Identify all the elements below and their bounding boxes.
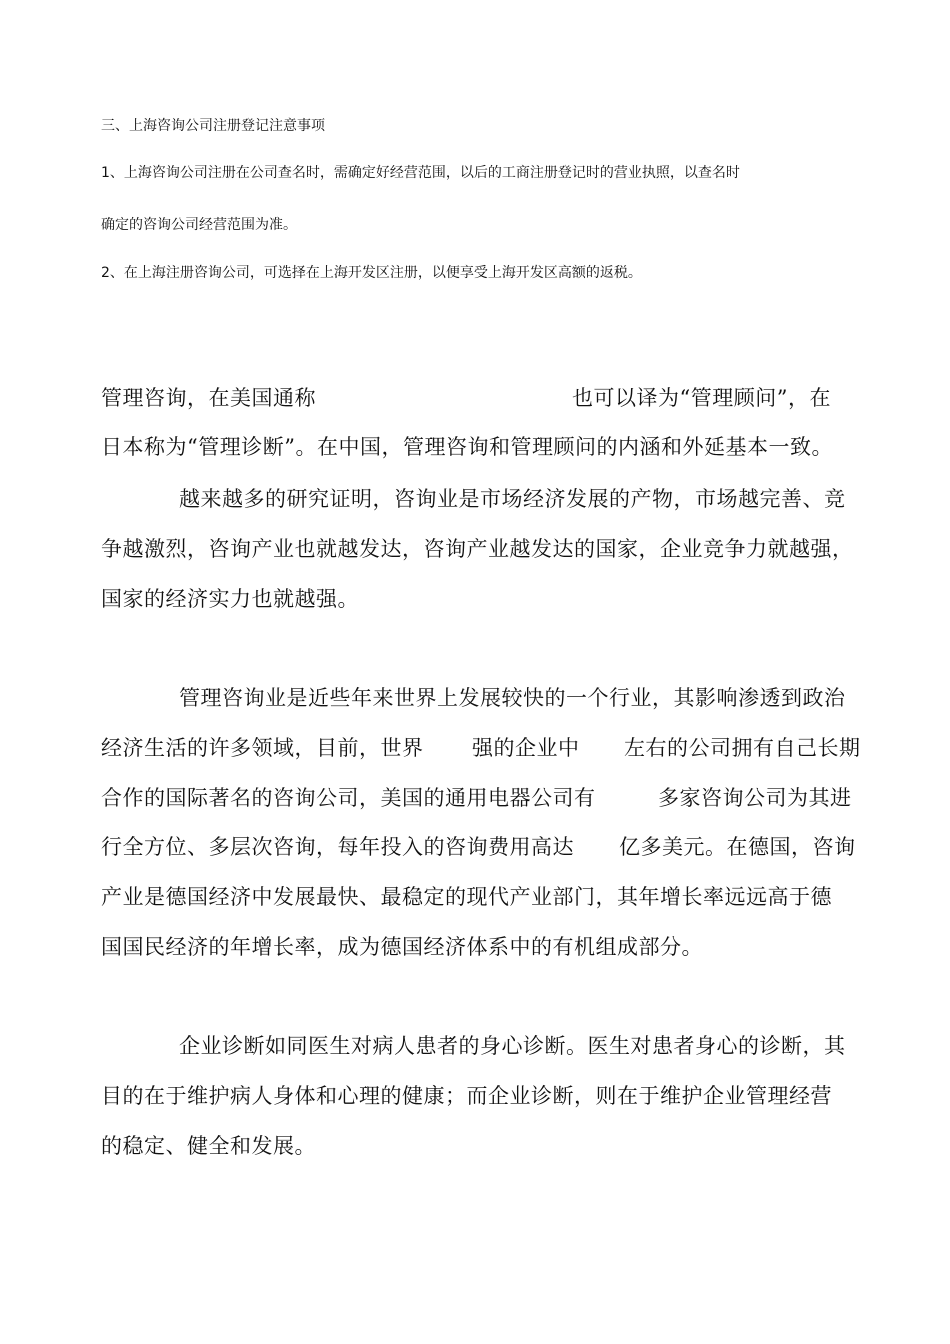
- para3-line4-b: 亿多美元。在德国，咨询: [619, 835, 856, 859]
- para1-line2: 日本称为“管理诊断”。在中国，管理咨询和管理顾问的内涵和外延基本一致。: [101, 435, 833, 459]
- para2-line3: 国家的经济实力也就越强。: [101, 587, 359, 611]
- para1-line1-a: 管理咨询，在美国通称: [101, 386, 316, 410]
- para2-line2: 争越激烈，咨询产业也就越发达，咨询产业越发达的国家，企业竞争力就越强，: [101, 537, 854, 561]
- para4-line1: 企业诊断如同医生对病人患者的身心诊断。医生对患者身心的诊断，其: [179, 1034, 846, 1058]
- item-1-line-2: 确定的咨询公司经营范围为准。: [101, 217, 297, 233]
- para3-line3-b: 多家咨询公司为其进: [658, 786, 852, 810]
- para1-line1-b: 也可以译为“管理顾问”，在: [572, 386, 831, 410]
- para3-line3-a: 合作的国际著名的咨询公司，美国的通用电器公司有: [101, 786, 596, 810]
- para3-line2-b: 强的企业中: [472, 736, 580, 760]
- item-1-line-1: 1、上海咨询公司注册在公司查名时，需确定好经营范围，以后的工商注册登记时的营业执照，以查名时: [101, 165, 740, 181]
- para3-line4-a: 行全方位、多层次咨询，每年投入的咨询费用高达: [101, 835, 574, 859]
- section-heading: 三、上海咨询公司注册登记注意事项: [101, 118, 325, 134]
- para3-line5: 产业是德国经济中发展最快、最稳定的现代产业部门，其年增长率远远高于德: [101, 885, 832, 909]
- para3-line2-c: 左右的公司拥有自己长期: [624, 736, 861, 760]
- item-2: 2、在上海注册咨询公司，可选择在上海开发区注册，以便享受上海开发区高额的返税。: [101, 265, 642, 281]
- para4-line2: 目的在于维护病人身体和心理的健康；而企业诊断，则在于维护企业管理经营: [101, 1084, 832, 1108]
- para2-line1: 越来越多的研究证明，咨询业是市场经济发展的产物，市场越完善、竞: [179, 487, 846, 511]
- para3-line1: 管理咨询业是近些年来世界上发展较快的一个行业，其影响渗透到政治: [179, 686, 846, 710]
- para4-line3: 的稳定、健全和发展。: [101, 1134, 316, 1158]
- para3-line2-a: 经济生活的许多领域，目前，世界: [101, 736, 424, 760]
- para3-line6: 国国民经济的年增长率，成为德国经济体系中的有机组成部分。: [101, 935, 703, 959]
